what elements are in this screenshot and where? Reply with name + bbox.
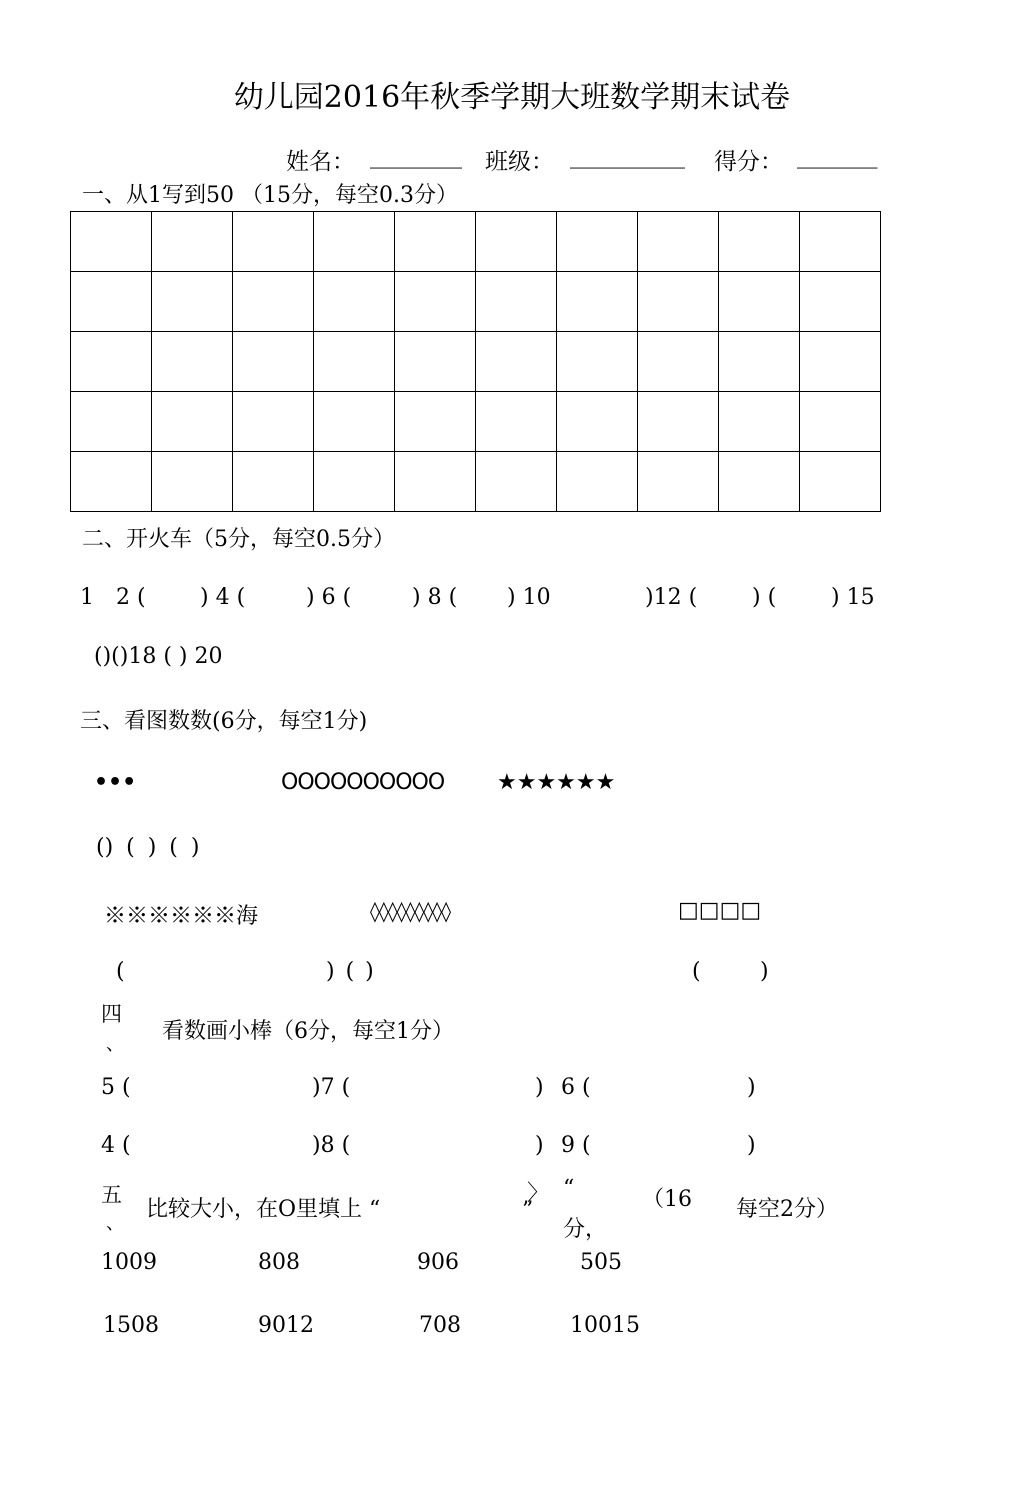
stick-item[interactable]: 9 (	[561, 1133, 591, 1158]
grid-cell[interactable]	[638, 212, 719, 272]
score-field[interactable]: _______	[797, 143, 878, 169]
grid-cell[interactable]	[314, 272, 395, 332]
grid-cell[interactable]	[476, 392, 557, 452]
compare-number: 708	[419, 1313, 461, 1338]
section3-heading: 三、看图数数(6分，每空1分)	[80, 709, 368, 734]
grid-row	[71, 332, 881, 392]
train-seq-item[interactable]: ) 8 (	[412, 585, 458, 610]
section5-each: 每空2分）	[736, 1197, 838, 1222]
greater-than-symbol: 〉	[527, 1181, 550, 1206]
count-answer-paren[interactable]: ) ( )	[326, 959, 374, 984]
grid-cell[interactable]	[557, 392, 638, 452]
grid-cell[interactable]	[557, 332, 638, 392]
section2-heading: 二、开火车（5分，每空0.5分）	[82, 527, 395, 552]
number-writing-grid	[70, 211, 881, 512]
fen-text: 分，	[563, 1217, 608, 1242]
grid-row	[71, 272, 881, 332]
grid-cell[interactable]	[800, 212, 881, 272]
grid-cell[interactable]	[557, 212, 638, 272]
count-answer-paren[interactable]: (	[692, 959, 701, 984]
grid-cell[interactable]	[233, 392, 314, 452]
stick-item[interactable]: )	[747, 1075, 756, 1100]
stick-item[interactable]: )	[535, 1075, 544, 1100]
grid-cell[interactable]	[152, 272, 233, 332]
grid-cell[interactable]	[719, 212, 800, 272]
compare-number: 505	[580, 1250, 622, 1275]
grid-cell[interactable]	[152, 392, 233, 452]
class-field[interactable]: __________	[570, 143, 685, 169]
stick-item[interactable]: )	[535, 1133, 544, 1158]
stick-item[interactable]: 4 (	[101, 1133, 131, 1158]
grid-cell[interactable]	[152, 452, 233, 512]
dots-icon: •••	[94, 770, 137, 795]
stick-item[interactable]: )	[747, 1133, 756, 1158]
grid-cell[interactable]	[314, 332, 395, 392]
quote-close: ”	[522, 1198, 534, 1223]
train-seq-item: ) 15	[831, 585, 875, 610]
grid-cell[interactable]	[476, 272, 557, 332]
grid-cell[interactable]	[476, 452, 557, 512]
train-seq-item: 1	[80, 585, 94, 610]
compare-number: 808	[258, 1250, 300, 1275]
grid-cell[interactable]	[638, 272, 719, 332]
section4-mark: 、	[106, 1034, 124, 1055]
grid-cell[interactable]	[638, 452, 719, 512]
stick-item[interactable]: 6 (	[561, 1075, 591, 1100]
grid-cell[interactable]	[233, 452, 314, 512]
grid-cell[interactable]	[800, 272, 881, 332]
grid-cell[interactable]	[233, 212, 314, 272]
grid-cell[interactable]	[71, 392, 152, 452]
grid-row	[71, 212, 881, 272]
grid-cell[interactable]	[233, 332, 314, 392]
grid-cell[interactable]	[395, 332, 476, 392]
compare-number: 1009	[101, 1250, 157, 1275]
grid-cell[interactable]	[314, 212, 395, 272]
grid-cell[interactable]	[800, 392, 881, 452]
score-label: 得分：	[714, 149, 783, 175]
compare-number: 9012	[258, 1313, 314, 1338]
reference-mark-icon: ※※※※※※海	[104, 904, 259, 929]
train-seq-item[interactable]: ) (	[752, 585, 777, 610]
grid-cell[interactable]	[314, 452, 395, 512]
page-title: 幼儿园2016年秋季学期大班数学期末试卷	[233, 80, 791, 115]
grid-cell[interactable]	[233, 272, 314, 332]
grid-cell[interactable]	[71, 212, 152, 272]
grid-cell[interactable]	[395, 272, 476, 332]
grid-cell[interactable]	[476, 212, 557, 272]
train-seq-item[interactable]: ) 6 (	[306, 585, 352, 610]
grid-cell[interactable]	[638, 332, 719, 392]
section4-number: 四	[101, 1002, 122, 1026]
compare-number: 906	[417, 1250, 459, 1275]
name-field[interactable]: ________	[370, 143, 462, 169]
stick-item[interactable]: 5 (	[101, 1075, 131, 1100]
grid-cell[interactable]	[719, 392, 800, 452]
grid-row	[71, 452, 881, 512]
section1-heading: 一、从1写到50 （15分，每空0.3分）	[82, 183, 458, 208]
grid-cell[interactable]	[800, 452, 881, 512]
train-seq-item[interactable]: ) 10	[507, 585, 551, 610]
grid-cell[interactable]	[557, 272, 638, 332]
count-answers-row1[interactable]: () ( ) ( )	[96, 835, 200, 860]
class-label: 班级：	[485, 149, 554, 175]
grid-cell[interactable]	[719, 332, 800, 392]
train-seq-item[interactable]: 2 (	[116, 585, 146, 610]
grid-cell[interactable]	[557, 452, 638, 512]
section4-heading: 看数画小棒（6分，每空1分）	[162, 1019, 454, 1044]
circles-icon: OOOOOOOOOO	[281, 770, 445, 795]
train-seq-line2[interactable]: ()()18 ( ) 20	[94, 644, 223, 669]
grid-cell[interactable]	[395, 452, 476, 512]
grid-cell[interactable]	[719, 272, 800, 332]
section5-mark: 、	[106, 1213, 124, 1234]
grid-cell[interactable]	[314, 392, 395, 452]
squares-icon: □□□□	[678, 898, 762, 923]
grid-cell[interactable]	[719, 452, 800, 512]
train-seq-item[interactable]: ) 4 (	[200, 585, 246, 610]
compare-number: 10015	[570, 1313, 640, 1338]
grid-cell[interactable]	[800, 332, 881, 392]
grid-cell[interactable]	[476, 332, 557, 392]
grid-cell[interactable]	[71, 452, 152, 512]
count-answer-paren[interactable]: (	[116, 959, 125, 984]
quote-open: “	[563, 1176, 575, 1201]
grid-cell[interactable]	[152, 212, 233, 272]
grid-cell[interactable]	[71, 332, 152, 392]
compare-number: 1508	[103, 1313, 159, 1338]
stars-icon: ★★★★★★	[497, 770, 616, 795]
section5-number: 五	[101, 1183, 122, 1207]
grid-cell[interactable]	[71, 272, 152, 332]
grid-cell[interactable]	[152, 332, 233, 392]
grid-row	[71, 392, 881, 452]
grid-cell[interactable]	[638, 392, 719, 452]
section5-heading: 比较大小，在O里填上 “	[146, 1197, 381, 1222]
name-label: 姓名：	[286, 149, 355, 175]
train-seq-item[interactable]: )12 (	[645, 585, 698, 610]
stick-item[interactable]: )7 (	[312, 1075, 351, 1100]
count-answer-paren[interactable]: )	[760, 959, 769, 984]
grid-cell[interactable]	[395, 392, 476, 452]
grid-cell[interactable]	[395, 212, 476, 272]
stick-item[interactable]: )8 (	[312, 1133, 351, 1158]
diamonds-icon: ◊◊◊◊◊◊◊◊◊	[370, 899, 450, 923]
section5-points: （16	[642, 1187, 692, 1212]
